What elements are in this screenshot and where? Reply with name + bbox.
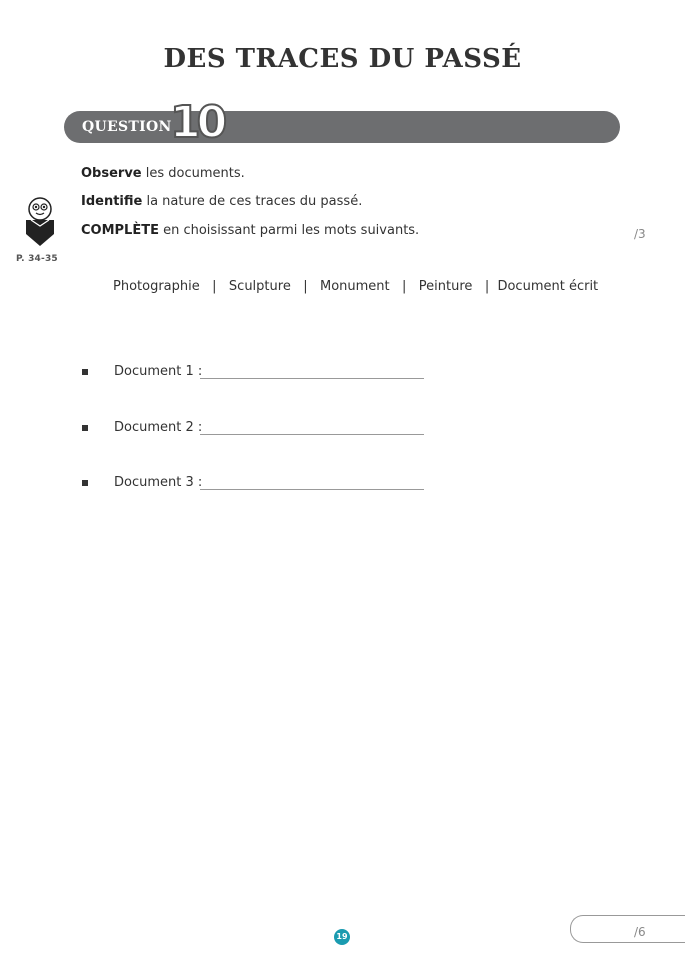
total-score: /6: [634, 925, 646, 939]
question-score: /3: [634, 227, 646, 241]
bullet-icon: [82, 480, 88, 486]
document-label: Document 1 :: [114, 364, 203, 379]
bullet-icon: [82, 369, 88, 375]
page-title: DES TRACES DU PASSÉ: [163, 44, 522, 74]
document-label: Document 2 :: [114, 420, 203, 435]
answer-line[interactable]: [200, 378, 424, 379]
question-number: 10: [170, 97, 224, 148]
instruction-complete: [81, 223, 419, 238]
instruction-observe: [81, 166, 245, 181]
question-label: QUESTION: [82, 119, 172, 135]
total-score-box: [570, 915, 685, 943]
instruction-identify: [81, 194, 362, 209]
mascot-reading-icon: [22, 196, 58, 248]
instruction-verb: Identifie: [81, 194, 143, 209]
instruction-verb: Observe: [81, 166, 142, 181]
instruction-verb: COMPLÈTE: [81, 223, 159, 238]
answer-line[interactable]: [200, 489, 424, 490]
answer-line[interactable]: [200, 434, 424, 435]
bullet-icon: [82, 425, 88, 431]
instruction-text: les documents.: [141, 166, 245, 181]
document-label: Document 3 :: [114, 475, 203, 490]
word-choices: Photographie | Sculpture | Monument | Peinture | Document écrit: [113, 279, 599, 294]
instruction-text: en choisissant parmi les mots suivants.: [158, 223, 420, 238]
instruction-text: la nature de ces traces du passé.: [142, 194, 363, 209]
page-reference: P. 34-35: [16, 254, 58, 264]
page-number: 19: [334, 929, 350, 945]
